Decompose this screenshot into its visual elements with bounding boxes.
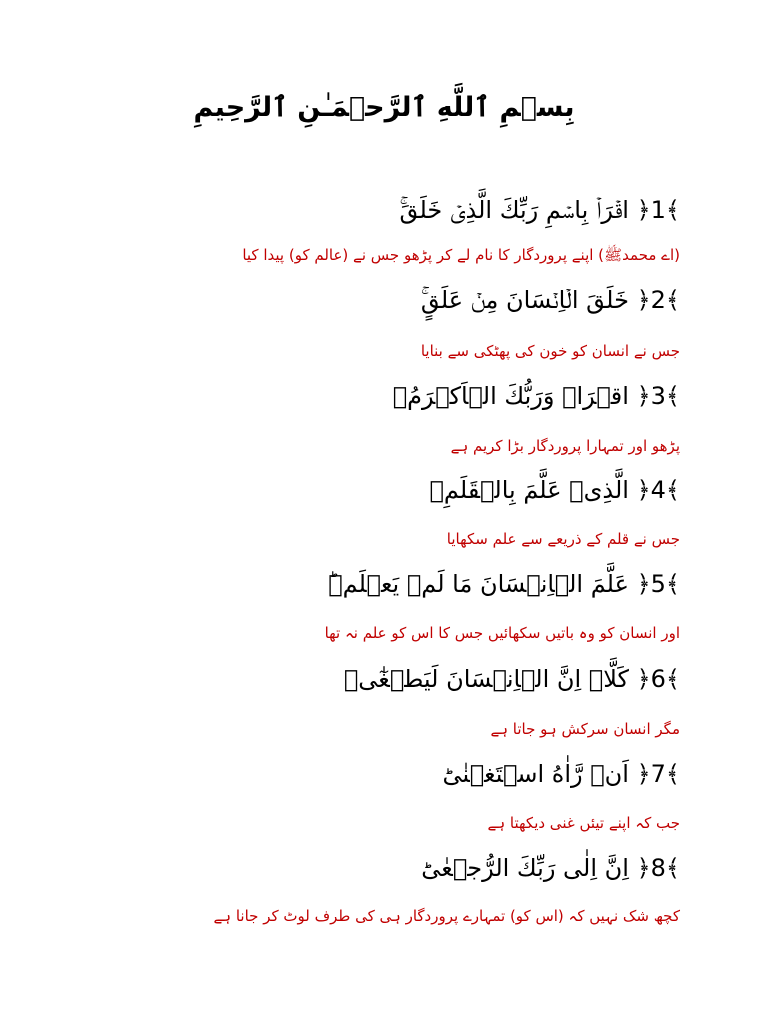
verse-3 — [60, 376, 680, 416]
verse-number: ﴿6﴾ — [636, 665, 680, 693]
verse-7 — [60, 754, 680, 794]
verse-arabic: كَلَّاۤ اِنَّ الۡاِنۡسَانَ لَيَطۡغٰٓىۙ — [343, 665, 629, 693]
verse-number: ﴿3﴾ — [636, 382, 680, 410]
verse-number: ﴿8﴾ — [636, 854, 680, 882]
translation-1: (اے محمدﷺ) اپنے پروردگار کا نام لے کر پڑھو جس نے (عالم کو) پیدا کیا — [242, 246, 680, 264]
verse-arabic: اِنَّ اِلٰى رَبِّكَ الرُّجۡعٰىؕ — [421, 854, 629, 882]
verse-number: ﴿7﴾ — [636, 760, 680, 788]
verse-arabic: اقۡرَاۡ وَرَبُّكَ الۡاَكۡرَمُۙ — [392, 382, 629, 410]
verse-1 — [60, 190, 680, 230]
verse-arabic: اقۡرَاۡ بِاسۡمِ رَبِّكَ الَّذِىۡ خَلَقَ‌ۚ — [399, 196, 629, 224]
translation-4: جس نے قلم کے ذریعے سے علم سکھایا — [446, 530, 680, 548]
translation-2: جس نے انسان کو خون کی پھٹکی سے بنایا — [420, 342, 680, 360]
translation-5: اور انسان کو وہ باتیں سکھائیں جس کا اس کو علم نہ تھا — [324, 624, 680, 642]
verse-number: ﴿1﴾ — [636, 196, 680, 224]
verse-5 — [60, 564, 680, 604]
bismillah-heading: بِسۡمِ ٱللَّهِ ٱلرَّحۡمَـٰنِ ٱلرَّحِيمِ — [193, 92, 575, 123]
verse-arabic: اَنۡ رَّاٰهُ اسۡتَغۡنٰىؕ — [442, 760, 629, 788]
translation-3: پڑھو اور تمہارا پروردگار بڑا کریم ہے — [450, 437, 680, 455]
verse-arabic: خَلَقَ الۡاِنۡسَانَ مِنۡ عَلَقٍ‌ۚ — [420, 286, 629, 314]
verse-6 — [60, 659, 680, 699]
translation-7: جب کہ اپنے تیئں غنی دیکھتا ہے — [487, 814, 680, 832]
verse-4 — [60, 470, 680, 510]
verse-8 — [60, 848, 680, 888]
verse-number: ﴿4﴾ — [636, 476, 680, 504]
verse-number: ﴿2﴾ — [636, 286, 680, 314]
verse-arabic: عَلَّمَ الۡاِنۡسَانَ مَا لَمۡ يَعۡلَمۡؕ — [328, 570, 629, 598]
verse-2 — [60, 280, 680, 320]
translation-6: مگر انسان سرکش ہو جاتا ہے — [490, 720, 680, 738]
verse-arabic: الَّذِىۡ عَلَّمَ بِالۡقَلَمِۙ — [429, 476, 629, 504]
verse-number: ﴿5﴾ — [636, 570, 680, 598]
translation-8: کچھ شک نہیں کہ (اس کو) تمہارے پروردگار ہی کی طرف لوٹ کر جانا ہے — [213, 907, 680, 925]
